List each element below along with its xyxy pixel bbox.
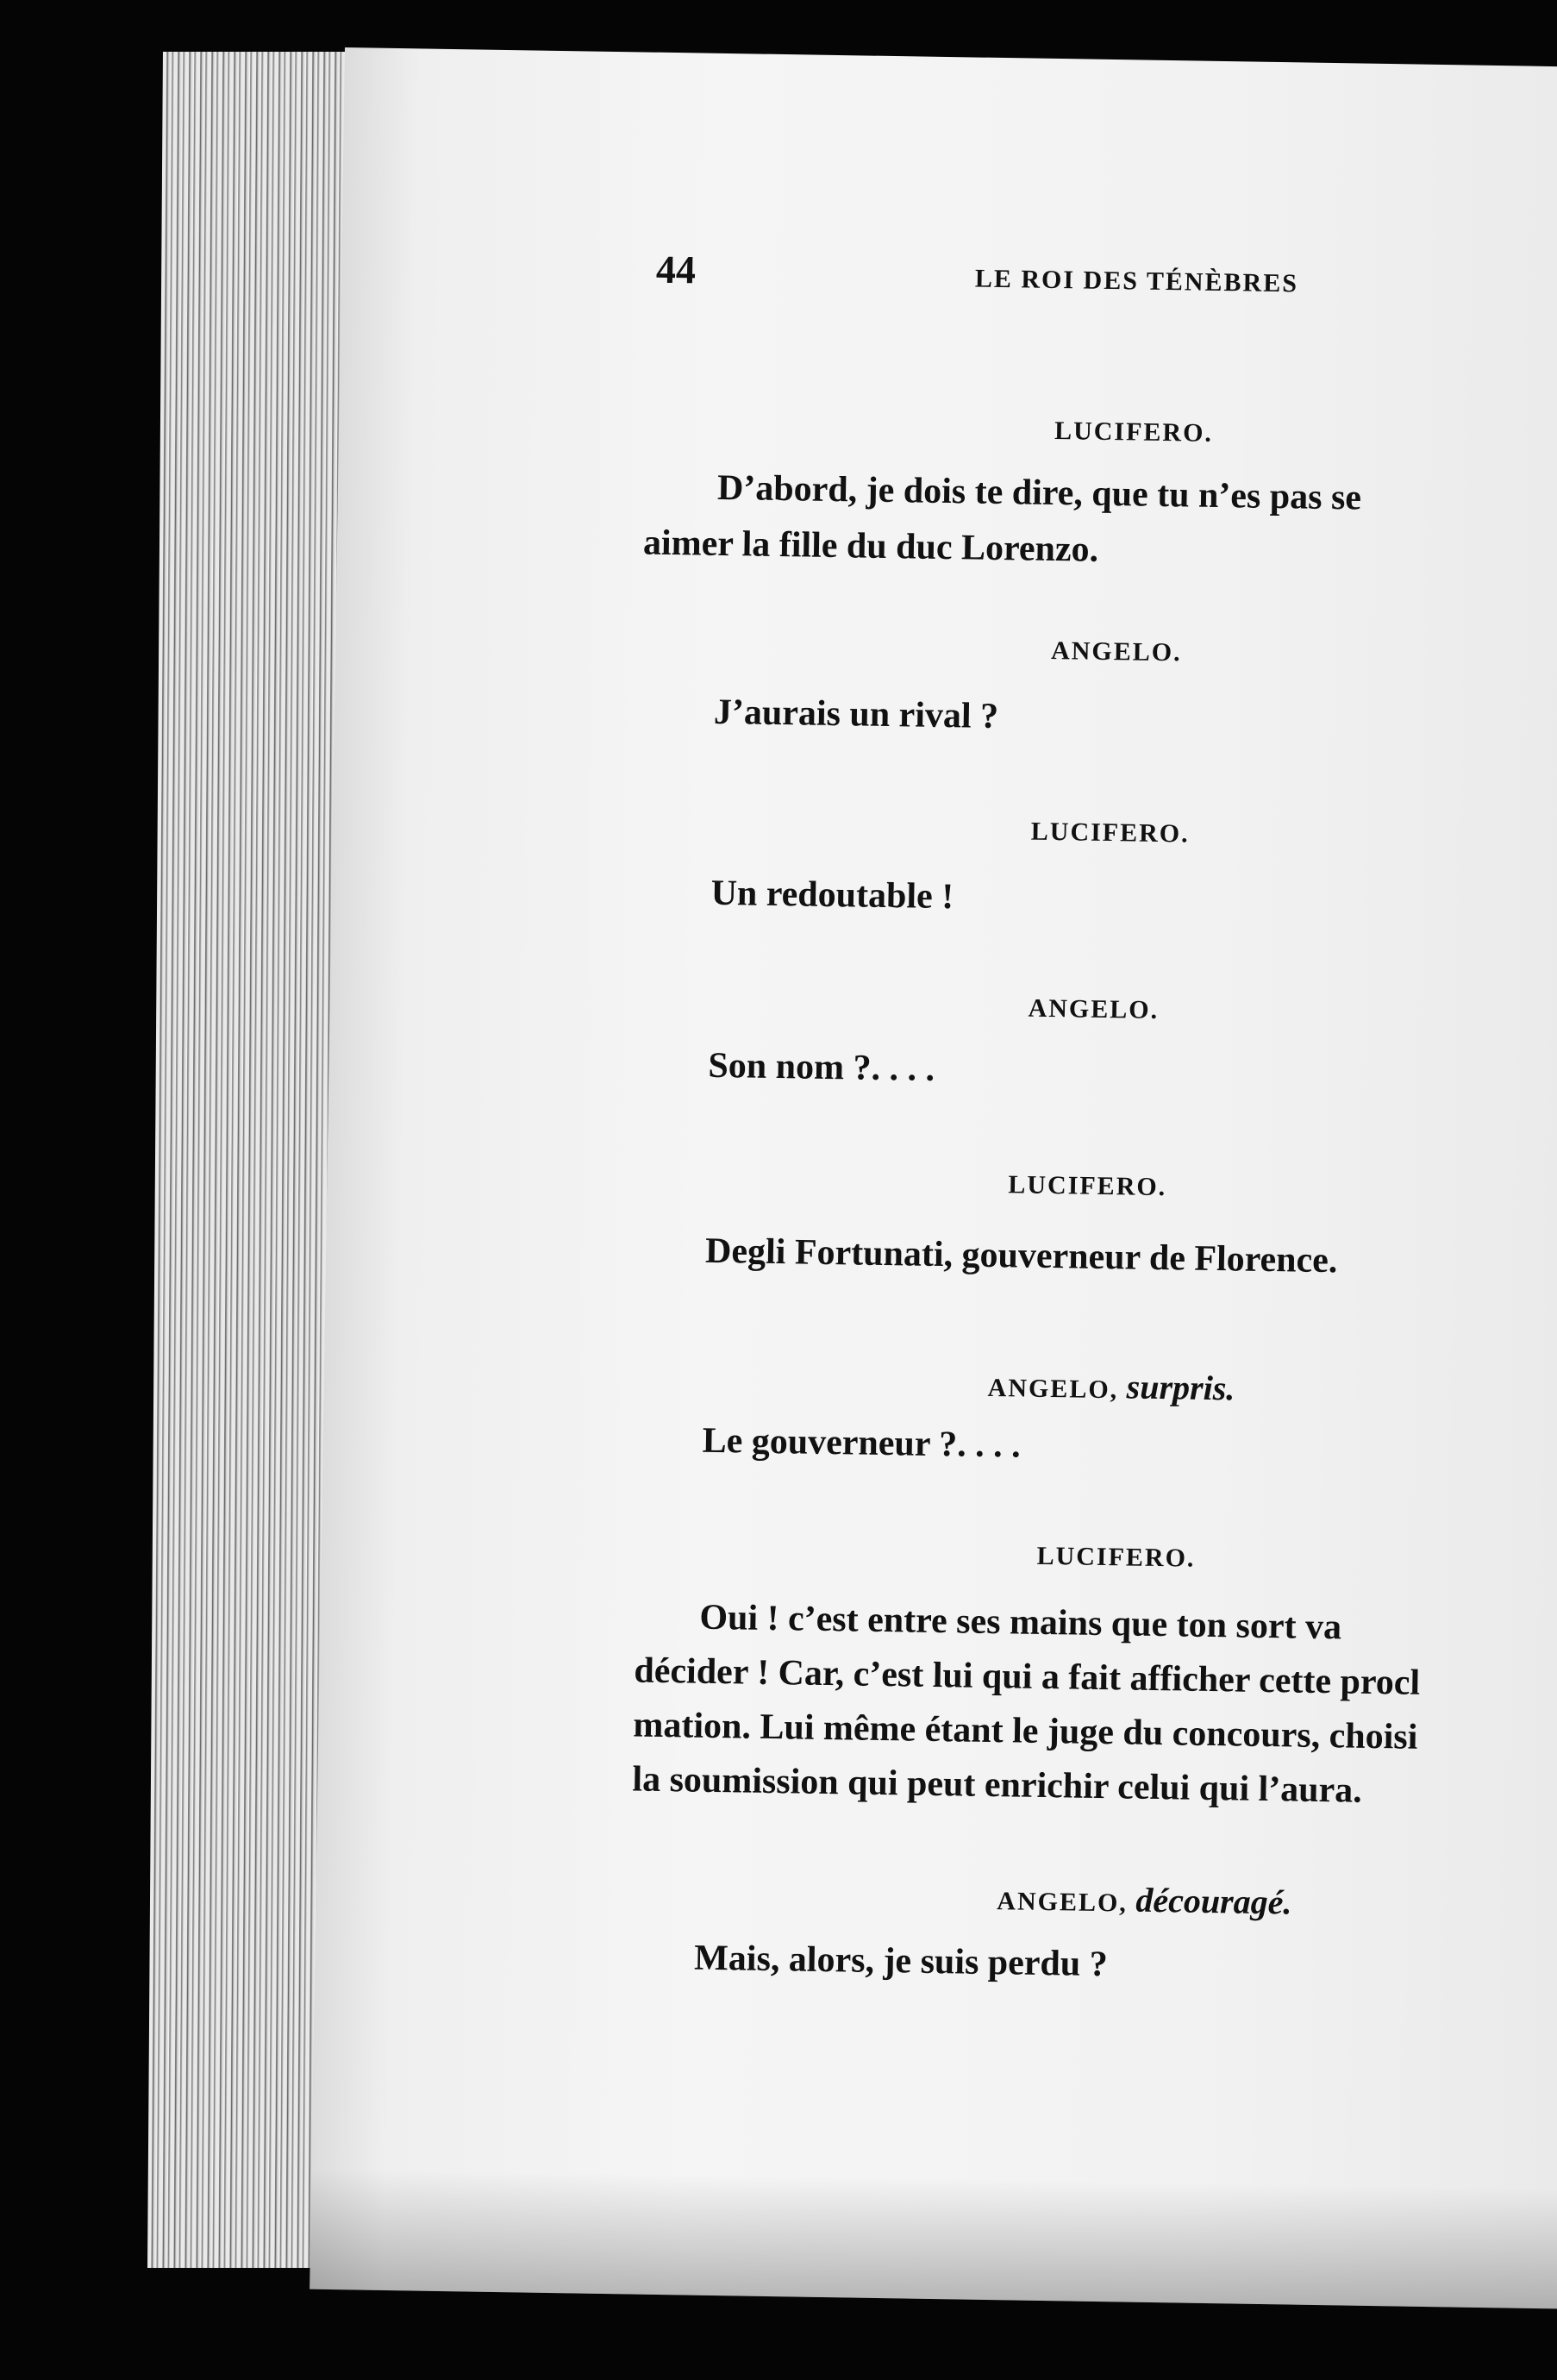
stage-direction: surpris. [1126,1367,1235,1408]
speech-line: Un redoutable ! [710,873,954,918]
speech-line: Le gouverneur ?. . . . [702,1420,1022,1466]
speech-line: Oui ! c’est entre ses mains que ton sort va [699,1597,1342,1648]
speech-line: Mais, alors, je suis perdu ? [693,1938,1109,1985]
speaker-label: ANGELO, [997,1887,1129,1918]
speaker-name [997,1877,1292,1922]
speech-line: J’aurais un rival ? [713,692,999,737]
speech-line: mation. Lui même étant le juge du concours, choisi [633,1705,1418,1757]
speaker-name: LUCIFERO. [1030,817,1190,849]
speaker-label: ANGELO, [987,1373,1119,1405]
running-title: LE ROI DES TÉNÈBRES [974,264,1299,298]
speech-line: décider ! Car, c’est lui qui a fait afficher cette procl [634,1650,1421,1703]
page-shadow [310,2169,1557,2309]
book-page [310,47,1557,2308]
speech-line: Degli Fortunati, gouverneur de Florence. [704,1231,1338,1281]
page-number: 44 [655,247,697,292]
speech-line: Son nom ?. . . . [708,1045,935,1089]
speaker-name: LUCIFERO. [1008,1170,1167,1202]
speech-line: la soumission qui peut enrichir celui qui l’aura. [632,1759,1363,1811]
speech-line: aimer la fille du duc Lorenzo. [642,523,1099,570]
speaker-name: ANGELO. [1028,993,1160,1024]
speaker-name: LUCIFERO. [1036,1541,1196,1573]
speaker-name [987,1364,1235,1408]
speaker-name: ANGELO. [1050,636,1182,667]
speech-line: D’abord, je dois te dire, que tu n’es pas se [716,467,1362,518]
speaker-name: LUCIFERO. [1054,416,1214,448]
stage-direction: découragé. [1135,1880,1292,1922]
